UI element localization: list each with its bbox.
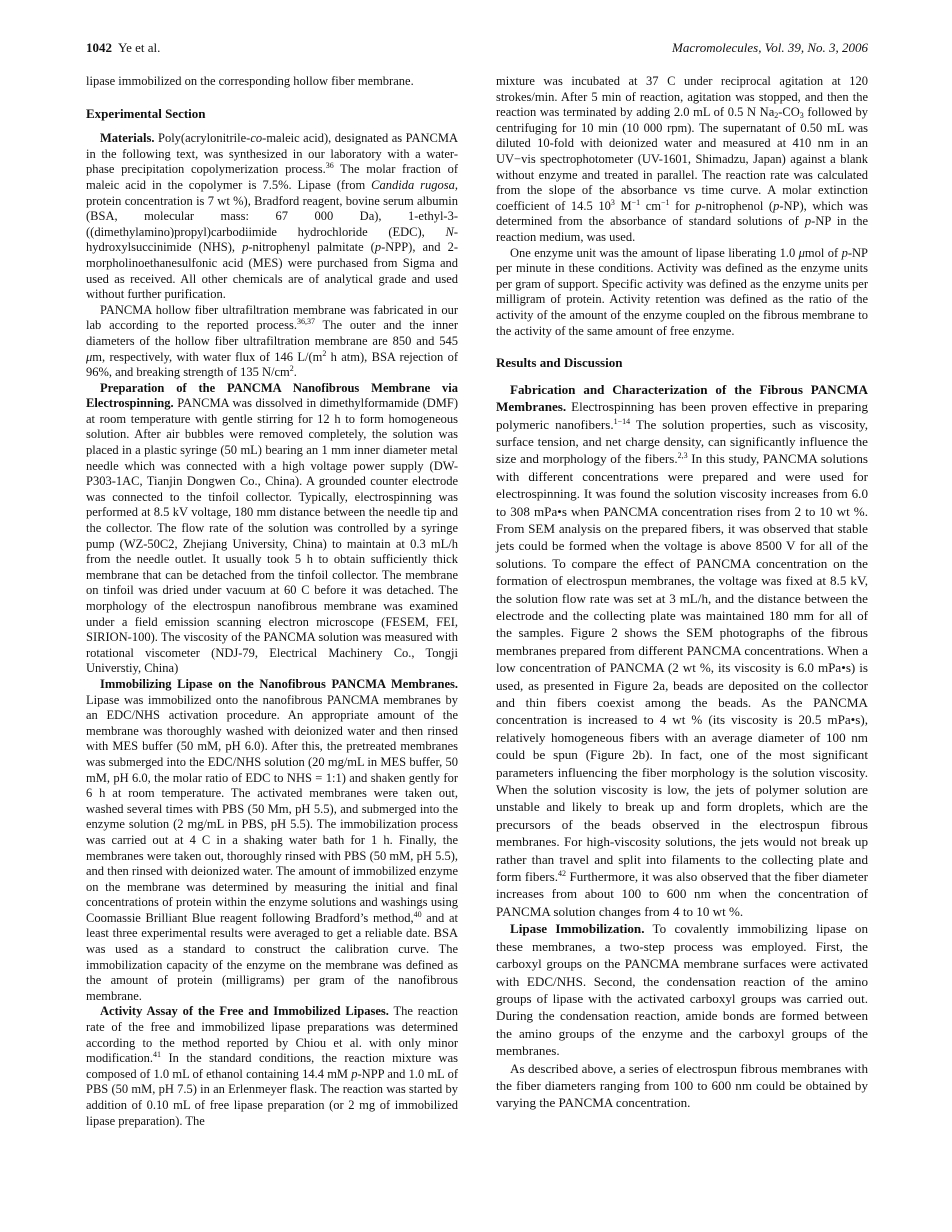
paragraph-materials: Materials. Poly(acrylonitrile-co-maleic acid), designated as PANCMA in the following text, was synthesized in our laboratory with a water-phase precipitation copolymerization process.$^{36}$ The molar fraction of maleic acid in the copolymer is 7.5%. Lipase (from Candida rugosa, protein concentration is 7 wt %), Bradford reagent, bovine serum albumin (BSA, molecular mass: 67 000 Da), 1-ethyl-3-((dimethylamino)propyl)carbodiimide hydrochloride (EDC), N-hydroxylsuccinimide (NHS), p-nitrophenyl palmitate (p-NPP), and 2-morpholinoethanesulfonic acid (MES) were purchased from Sigma and used as received. All other chemicals are of analytical grade and used without further purification. [86, 131, 458, 302]
paragraph-preparation: Preparation of the PANCMA Nanofibrous Membrane via Electrospinning. PANCMA was dissolved in dimethylformamide (DMF) at room temperature with gentle stirring for 12 h to form homogeneous solution. After air bubbles were removed completely, the solution was placed in a plastic syringe (50 mL) bearing an 1 mm inner diameter metal needle which was connected with a high voltage power supply (DW-P303-1AC, Tianjin Dongwen Co., China). A grounded counter electrode was connected to the tinfoil collector. Typically, electrospinning was performed at 8.5 kV voltage, 180 mm distance between the needle tip and the collector. The flow rate of the solution was controlled by a syringe pump (WZ-50C2, Zhejiang University, China) to maintain at 0.3 mL/h from the needle outlet. It usually took 5 h to obtain sufficiently thick membrane that can be detached from the tinfoil collector. The membrane on tinfoil was dried under vacuum at 60 C before it was detached. The morphology of the electrospun nanofibrous membrane was examined under a field emission scanning electron microscope (FESEM, FEI, SIRION-100). The viscosity of the PANCMA solution was measured with rotational viscometer (NDJ-79, Electrical Machinery Co., Tongji Universtiy, China) [86, 380, 458, 676]
run-in-head-immobilizing: Immobilizing Lipase on the Nanofibrous PANCMA Membranes. [100, 676, 458, 691]
page-number: 1042 [86, 40, 112, 55]
paragraph-assay-continued: mixture was incubated at 37 C under reciprocal agitation at 120 strokes/min. After 5 min of reaction, agitation was stopped, and then the reaction was terminated by adding 2.0 mL of 0.5 N $Na_2-CO_3$ followed by centrifuging for 10 min (10 000 rpm). The supernatant of 0.50 mL was diluted 10-fold with deionized water and measured at 410 nm in an UV−vis spectrophotometer (UV-1601, Shimadzu, Japan) against a blank without enzyme and treated in parallel. The reaction rate was calculated from the slope of the absorbance vs time curve. A molar extinction coefficient of 14.5 $10^3$ $M^{-1}$ $cm^{-1}$ for p-nitrophenol (p-NP), which was determined from the absorbance of standard solutions of p-NP in the reaction medium, was used. [496, 74, 868, 244]
citation-ref: 40 [413, 909, 422, 919]
journal-citation: Macromolecules, Vol. 39, No. 3, 2006 [672, 40, 868, 55]
run-in-head-lipase: Lipase Immobilization. [510, 921, 645, 937]
header-left [86, 40, 160, 56]
paragraph-fabrication: Fabrication and Characterization of the Fibrous PANCMA Membranes. Electrospinning has been proven effective in preparing polymeric nanofibers.$^{1-14}$ The solution properties, such as viscosity, surface tension, and net charge density, can significantly influence the size and morphology of the fibers.$^{2,3}$ In this study, PANCMA solutions with different concentrations were prepared and were used for electrospinning. It was found the solution viscosity increases from 6.0 to 308 mPa•s when PANCMA concentration rises from 2 to 10 wt %. From SEM analysis on the prepared fibers, it was observed that stable jets could be formed when the voltage is above 8500 V for all of the solutions. To compare the effect of PANCMA concentration on the formation of electrospun membranes, the voltage was fixed at 8.5 kV, the solution flow rate was set at 3 mL/h, and the distance between the electrode and the collecting plate was maintained 180 mm for all of the samples. Figure 2 shows the SEM photographs of the fibrous membranes prepared from different PANCMA concentrations. When a low concentration of PANCMA (2 wt %, its viscosity is 6.0 mPa•s) is used, as presented in Figure 2a, beads are deposited on the collector and thin fibers coexist among the beads. As the PANCMA concentration is increased to 4 wt % (its viscosity is 20.5 mPa•s), relatively homogeneous fibers with an average diameter of 100 nm could be spun (Figure 2b). In fact, one of the most significant parameters influencing the fiber morphology is the solution viscosity. When the solution viscosity is low, the jets of polymer solution are unstable and likely to break up and form droplets, which are the precursors of the beads observed in the electrospun fibrous membranes. For high-viscosity solutions, the jets would not break up rather than travel and split into filaments to the collecting plate and form fibers.$^{42}$ Furthermore, it was also observed that the fiber diameter increases from about 100 to 600 nm when the concentration of PANCMA solution changes from 4 to 10 wt %. [496, 381, 868, 919]
citation-ref: 42 [558, 869, 566, 879]
section-title-results: Results and Discussion [496, 355, 623, 371]
right-column [496, 74, 868, 1112]
paragraph-series: As described above, a series of electrospun fibrous membranes with the fiber diameters ranging from 100 to 600 nm could be obtained by varying the PANCMA concentration. [496, 1060, 868, 1111]
paragraph-continued: lipase immobilized on the corresponding hollow fiber membrane. [86, 74, 414, 88]
left-column [86, 74, 458, 1129]
citation-ref: 41 [153, 1050, 161, 1060]
running-header [86, 40, 868, 60]
run-in-head-activity: Activity Assay of the Free and Immobilized Lipases. [100, 1004, 389, 1019]
paragraph-enzyme-unit: One enzyme unit was the amount of lipase liberating 1.0 μmol of p-NP per minute in these conditions. Activity was defined as the enzyme units per gram of support. Specific activity was defined as the enzyme units per milligram of protein. Activity retention was defined as the ratio of the activity of the amount of the enzyme coupled on the fibrous membrane to the activity of the same amount of free enzyme. [496, 245, 869, 338]
run-in-head-materials: Materials. [100, 131, 155, 146]
header-authors: Ye et al. [118, 40, 161, 55]
paragraph-immobilizing: Immobilizing Lipase on the Nanofibrous PANCMA Membranes. Lipase was immobilized onto the nanofibrous PANCMA membranes by an EDC/NHS activation procedure. An appropriate amount of the membrane was thoroughly washed with deionized water and then rinsed with MES buffer (50 mM, pH 6.0). After this, the pretreated membranes was submerged into the EDC/NHS solution (20 mg/mL in MES buffer, 50 mM, pH 6.0, the molar ratio of EDC to NHS = 1:1) and shaken gently for 6 h at room temperature. The activated membranes were taken out, washed several times with PBS (50 Mm, pH 5.5), and submerged into the enzyme solution (2 mg/mL in PBS, pH 5.5). The immobilization process was carried out at 4 C in a shaking water bath for 1 h. Finally, the membranes were taken out, thoroughly rinsed with PBS (50 mM, pH 5.5), and then rinsed with deionized water. The amount of immobilized enzyme on the membrane was determined by measuring the initial and final concentrations of protein within the enzyme solutions and washings using Coomassie Brilliant Blue reagent following Bradford’s method,$^{40}$ and at least three experimental results were averaged to get a reliable date. BSA was used as a standard to construct the calibration curve. The immobilization capacity of the enzyme on the membrane was defined as the amount of protein (milligrams) per gram of the nanofibrous membrane. [86, 676, 458, 1003]
citation-ref: 36 [325, 161, 334, 171]
run-in-head-preparation: Preparation of the PANCMA Nanofibrous Membrane via Electrospinning. [86, 380, 458, 411]
paragraph-lipase-immobilization: Lipase Immobilization. To covalently immobilizing lipase on these membranes, a two-step process was employed. First, the carboxyl groups on the PANCMA membrane surfaces were activated with EDC/NHS. Second, the condensation reaction of the amino groups of lipase with the activated carboxyl groups was carried out. During the condensation reaction, amide bonds are formed between the amino groups of the enzyme and the carboxyl groups of the membranes. [496, 921, 868, 1059]
run-in-head-fabrication: Fabrication and Characterization of the Fibrous PANCMA Membranes. [496, 381, 868, 415]
citation-ref: 1−14 [613, 416, 631, 426]
paragraph-activity-assay: Activity Assay of the Free and Immobilized Lipases. The reaction rate of the free and immobilized lipase preparations was determined according to the method reported by Chiou et al. with only minor modification.$^{41}$ In the standard conditions, the reaction mixture was composed of 1.0 mL of ethanol containing 14.4 mM p-NPP and 1.0 mL of PBS (50 mM, pH 7.5) in an Erlenmeyer flask. The reaction was started by addition of 0.10 mL of free lipase preparation (or 2 mg of immobilized lipase preparation). The [86, 1004, 459, 1128]
citation-ref: 36,37 [296, 317, 315, 327]
section-title-experimental: Experimental Section [86, 105, 206, 121]
citation-ref: 2,3 [677, 451, 688, 461]
paragraph-hollow-fiber: PANCMA hollow fiber ultrafiltration membrane was fabricated in our lab according to the reported process.$^{36,37}$ The outer and the inner diameters of the hollow fiber ultrafiltration membrane are 850 and 545 μm, respectively, with water flux of 146 $L/(m^2$ h atm), BSA rejection of 96%, and breaking strength of 135 $N/cm^2$. [86, 302, 459, 380]
